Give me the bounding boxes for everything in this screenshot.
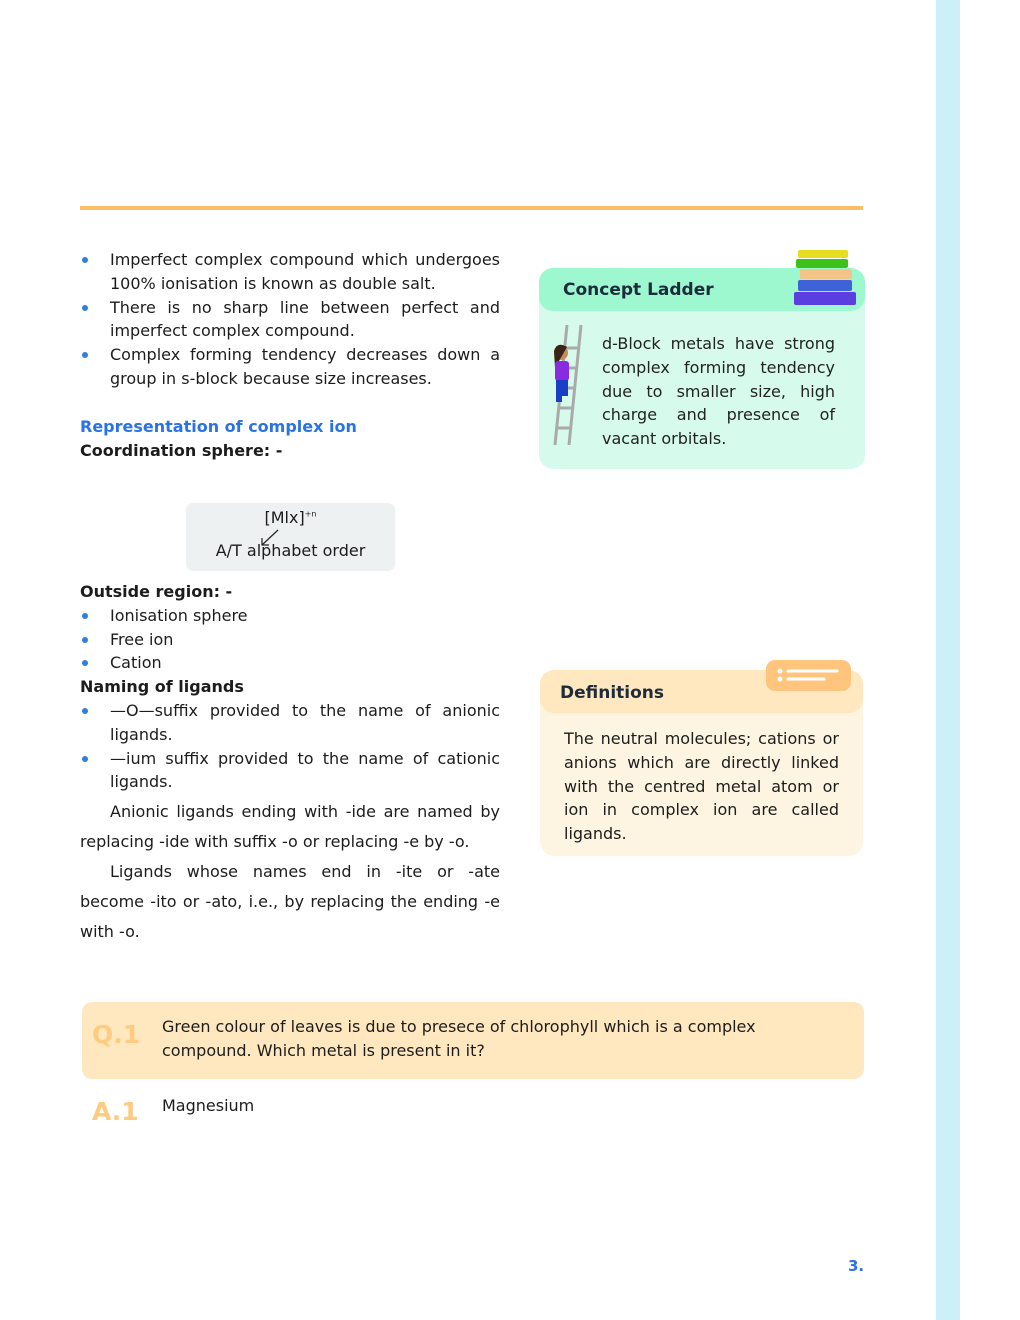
ladder-climber-icon bbox=[547, 323, 587, 448]
list-item: —ium suffix provided to the name of cationic ligands. bbox=[80, 747, 500, 795]
outside-heading: Outside region: - bbox=[80, 582, 233, 601]
list-item: Free ion bbox=[80, 628, 500, 652]
paragraph: Ligands whose names end in -ite or -ate become -ito or -ato, i.e., by replacing the ending -e with -o. bbox=[80, 862, 500, 942]
formula-main: [Mlx] bbox=[264, 508, 305, 527]
page-number: 3. bbox=[848, 1257, 865, 1275]
list-icon bbox=[766, 660, 851, 691]
question-label: Q.1 bbox=[92, 1020, 141, 1049]
answer-text: Magnesium bbox=[162, 1096, 255, 1115]
outside-list bbox=[80, 604, 500, 675]
list-item: Complex forming tendency decreases down a group in s-block because size increases. bbox=[80, 343, 500, 391]
formula-note: A/T alphabet order bbox=[215, 541, 366, 560]
concept-ladder-text: d-Block metals have strong complex forming tendency due to smaller size, high charge and presence of vacant orbitals. bbox=[602, 334, 835, 449]
naming-list bbox=[80, 699, 500, 794]
representation-heading: Representation of complex ion bbox=[80, 416, 357, 436]
list-item: —O—suffix provided to the name of anionic ligands. bbox=[80, 699, 500, 747]
formula-box bbox=[186, 503, 395, 571]
answer-label: A.1 bbox=[92, 1097, 139, 1126]
question-box bbox=[82, 1002, 864, 1079]
formula-charge: +n bbox=[304, 509, 317, 519]
side-strip bbox=[936, 0, 960, 1320]
left-column-lower bbox=[80, 580, 500, 947]
definitions-box bbox=[540, 670, 863, 856]
naming-heading: Naming of ligands bbox=[80, 677, 244, 697]
question-text: Green colour of leaves is due to presece of chlorophyll which is a complex compound. Which metal is present in it? bbox=[162, 1017, 756, 1060]
concept-ladder-title: Concept Ladder bbox=[539, 268, 865, 311]
list-item: Imperfect complex compound which undergoes 100% ionisation is known as double salt. bbox=[80, 248, 500, 296]
intro-list bbox=[80, 248, 500, 391]
list-item: There is no sharp line between perfect and imperfect complex compound. bbox=[80, 296, 500, 344]
arrow-icon bbox=[258, 528, 288, 548]
coordination-heading: Coordination sphere: - bbox=[80, 440, 283, 460]
list-item: Cation bbox=[80, 651, 500, 675]
paragraph: Anionic ligands ending with -ide are named by replacing -ide with suffix -o or replacing -e by -o. bbox=[80, 802, 500, 852]
header-rule bbox=[80, 206, 863, 210]
left-column bbox=[80, 248, 500, 462]
definitions-title: Definitions bbox=[540, 670, 863, 713]
books-icon bbox=[792, 247, 862, 312]
definitions-text: The neutral molecules; cations or anions which are directly linked with the centred metal atom or ion in complex ion are called ligands. bbox=[564, 729, 839, 844]
list-item: Ionisation sphere bbox=[80, 604, 500, 628]
